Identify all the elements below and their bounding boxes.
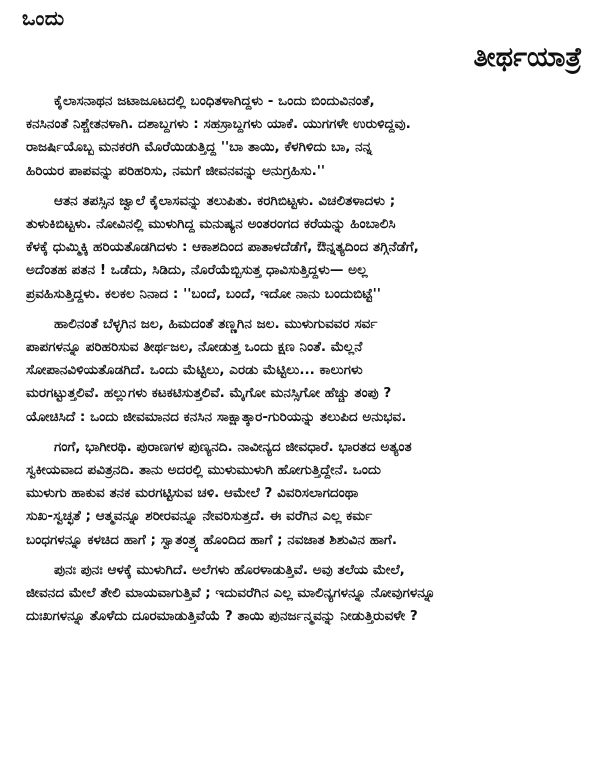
page-title: ತೀರ್ಥಯಾತ್ರೆ xyxy=(473,42,582,73)
text-line: ರಾಜರ್ಷಿಯೊಬ್ಬ ಮನಕರಗಿ ಮೊರೆಯಿಡುತ್ತಿದ್ದ ''ಬಾ ತಾಯಿ, ಕೆಳಗಿಳಿದು ಬಾ, ನನ್ನ xyxy=(26,139,373,156)
text-line: ಹಾಲಿನಂತೆ ಬೆಳ್ಳಗಿನ ಜಲ, ಹಿಮದಂತೆ ತಣ್ಣಗಿನ ಜಲ. ಮುಳುಗುವವರ ಸರ್ವ xyxy=(54,315,378,332)
text-line: ದುಃಖಗಳನ್ನೂ ತೊಳೆದು ದೂರಮಾಡುತ್ತಿವೆಯೆ ? ತಾಯಿ ಪುನರ್ಜನ್ಮವನ್ನು ನೀಡುತ್ತಿರುವಳೇ ? xyxy=(26,608,418,625)
text-line: ಕೈಲಾಸನಾಥನ ಜಟಾಜೂಟದಲ್ಲಿ ಬಂಧಿತಳಾಗಿದ್ದಳು - ಒಂದು ಬಿಂದುವಿನಂತೆ, xyxy=(54,93,375,109)
text-line: ಸುಖ-ಸ್ವಚ್ಛತೆ ; ಆತ್ಮವನ್ನೂ ಶರೀರವನ್ನೂ ನೇವರಿಸುತ್ತದೆ. ಈ ವರೆಗಿನ ಎಲ್ಲ ಕರ್ಮ xyxy=(26,508,373,525)
text-line: ಪ್ರವಹಿಸುತ್ತಿದ್ದಳು. ಕಲಕಲ ನಿನಾದ : ''ಬಂದೆ, ಬಂದೆ, ಇದೋ ನಾನು ಬಂದುಬಿಟ್ಟೆ'' xyxy=(26,285,381,302)
paragraph xyxy=(26,559,586,629)
text-line: ಮುಳುಗು ಹಾಕುವ ತನಕ ಮರಗಟ್ಟಿಸುವ ಚಳಿ. ಆಮೇಲೆ ? ವಿವರಿಸಲಾಗದಂಥಾ xyxy=(26,485,359,502)
text-line: ಸ್ವಕೀಯವಾದ ಪವಿತ್ರನದಿ. ತಾನು ಅದರಲ್ಲಿ ಮುಳುಮುಳುಗಿ ಹೋಗುತ್ತಿದ್ದೇನೆ. ಒಂದು xyxy=(26,462,381,479)
text-line: ಯೋಚಿಸಿದೆ : ಒಂದು ಜೀವಮಾನದ ಕನಸಿನ ಸಾಕ್ಷಾತ್ಕಾರ-ಗುರಿಯನ್ನು ತಲುಪಿದ ಅನುಭವ. xyxy=(26,408,407,425)
text-line: ಪುನಃ ಪುನಃ ಆಳಕ್ಕೆ ಮುಳುಗಿದೆ. ಅಲೆಗಳು ಹೊರಳಾಡುತ್ತಿವೆ. ಅವು ತಲೆಯ ಮೇಲೆ, xyxy=(54,561,405,578)
text-line: ಗಂಗೆ, ಭಾಗೀರಥಿ. ಪುರಾಣಗಳ ಪುಣ್ಯನದಿ. ನಾವೀನ್ಯದ ಜೀವಧಾರೆ. ಭಾರತದ ಅತ್ಯಂತ xyxy=(54,438,412,455)
text-line: ತುಳುಕಿಬಿಟ್ಟಳು. ನೋವಿನಲ್ಲಿ ಮುಳುಗಿದ್ದ ಮನುಷ್ಯನ ಅಂತರಂಗದ ಕರೆಯನ್ನು ಹಿಂಬಾಲಿಸಿ xyxy=(26,216,396,233)
text-line: ಆತನ ತಪಸ್ಸಿನ ಜ್ವಾಲೆ ಕೈಲಾಸವನ್ನು ತಲುಪಿತು. ಕರಗಿಬಿಟ್ಟಳು. ವಿಚಲಿತಳಾದಳು ; xyxy=(54,192,396,209)
text-line: ಅದೆಂತಹ ಪತನ ! ಒಡೆದು, ಸಿಡಿದು, ನೊರೆಯೆಬ್ಬಿಸುತ್ತ ಧಾವಿಸುತ್ತಿದ್ದಳು— ಅಲ್ಲ xyxy=(26,262,368,279)
chapter-label: ಒಂದು xyxy=(22,6,65,30)
text-line: ಕನಸಿನಂತೆ ನಿಶ್ಚೇತನಳಾಗಿ. ದಶಾಬ್ದಗಳು : ಸಹಸ್ರಾಬ್ದಗಳು ಯಾಕೆ. ಯುಗಗಳೇ ಉರುಳಿದ್ದವು. xyxy=(26,116,411,133)
paragraph xyxy=(26,190,586,306)
text-line: ಪಾಪಗಳನ್ನೂ ಪರಿಹರಿಸುವ ತೀರ್ಥಜಲ, ನೋಡುತ್ತ ಒಂದು ಕ್ಷಣ ನಿಂತೆ. ಮೆಲ್ಲನೆ xyxy=(26,339,363,356)
paragraph xyxy=(26,436,586,552)
text-line: ಕೆಳಕ್ಕೆ ಧುಮ್ಮಿಕ್ಕಿ ಹರಿಯತೊಡಗಿದಳು : ಆಕಾಶದಿಂದ ಪಾತಾಳದೆಡೆಗೆ, ಔನ್ನತ್ಯದಿಂದ ತಗ್ಗಿನೆಡೆಗೆ, xyxy=(26,239,419,256)
paragraph xyxy=(26,90,586,183)
text-line: ಮರಗಟ್ಟುತ್ತಲಿವೆ. ಹಲ್ಲುಗಳು ಕಟಕಟಿಸುತ್ತಲಿವೆ. ಮೈಗೋ ಮನಸ್ಸಿಗೋ ಹೆಚ್ಚು ತಂಪು ? xyxy=(26,385,392,402)
body-text xyxy=(26,90,586,635)
text-line: ಸೋಪಾನವಿಳಿಯತೊಡಗಿದೆ. ಒಂದು ಮೆಟ್ಟಿಲು, ಎರಡು ಮೆಟ್ಟಿಲು... ಕಾಲುಗಳು xyxy=(26,362,363,379)
text-line: ಜೀವನದ ಮೇಲೆ ತೇಲಿ ಮಾಯವಾಗುತ್ತಿವೆ ; ಇದುವರೆಗಿನ ಎಲ್ಲ ಮಾಲಿನ್ಯಗಳನ್ನೂ ನೋವುಗಳನ್ನೂ xyxy=(26,585,436,602)
paragraph xyxy=(26,313,586,429)
text-line: ಹಿರಿಯರ ಪಾಪವನ್ನು ಪರಿಹರಿಸು, ನಮಗೆ ಜೀವನವನ್ನು ಅನುಗ್ರಹಿಸು.'' xyxy=(26,162,326,179)
text-line: ಬಂಧಗಳನ್ನೂ ಕಳಚಿದ ಹಾಗೆ ; ಸ್ವಾತಂತ್ರ್ಯ ಹೊಂದಿದ ಹಾಗೆ ; ನವಜಾತ ಶಿಶುವಿನ ಹಾಗೆ. xyxy=(26,531,397,548)
